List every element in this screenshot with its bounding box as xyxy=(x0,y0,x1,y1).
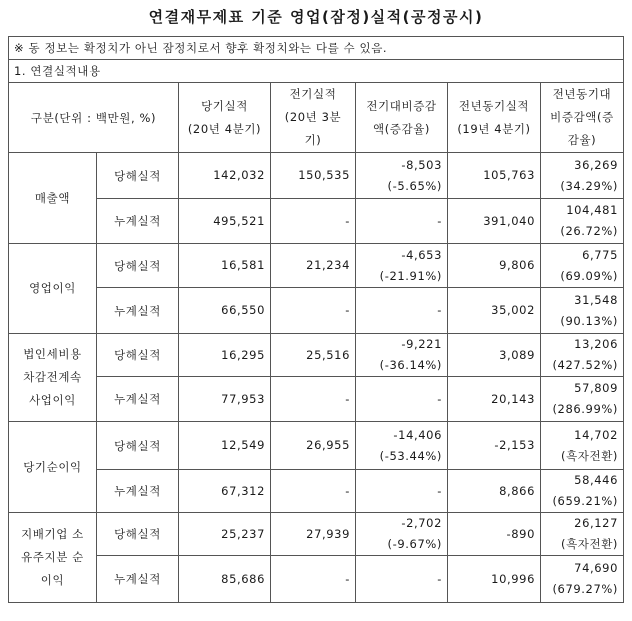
qoq-change: -4,653 (-21.91%) xyxy=(356,244,448,288)
row-type: 누계실적 xyxy=(97,377,179,422)
qoq-change: - xyxy=(356,556,448,603)
previous-value: 26,955 xyxy=(271,422,356,470)
table-row xyxy=(9,244,624,288)
prev-year-value: 10,996 xyxy=(448,556,541,603)
prev-year-value: -2,153 xyxy=(448,422,541,470)
row-type: 당해실적 xyxy=(97,244,179,288)
table-row xyxy=(9,422,624,470)
qoq-change: -8,503 (-5.65%) xyxy=(356,153,448,199)
yoy-change: 36,269 (34.29%) xyxy=(541,153,624,199)
qoq-change: -9,221 (-36.14%) xyxy=(356,334,448,377)
yoy-change: 6,775 (69.09%) xyxy=(541,244,624,288)
table-row xyxy=(9,470,624,513)
row-type: 당해실적 xyxy=(97,334,179,377)
group-label-pretax-income: 법인세비용 차감전계속 사업이익 xyxy=(9,334,97,422)
yoy-change: 57,809 (286.99%) xyxy=(541,377,624,422)
current-value: 67,312 xyxy=(179,470,271,513)
header-previous: 전기실적 (20년 3분 기) xyxy=(271,83,356,153)
qoq-change: - xyxy=(356,377,448,422)
group-label-net-income: 당기순이익 xyxy=(9,422,97,513)
qoq-change: - xyxy=(356,288,448,334)
current-value: 12,549 xyxy=(179,422,271,470)
yoy-change: 13,206 (427.52%) xyxy=(541,334,624,377)
prev-year-value: 9,806 xyxy=(448,244,541,288)
header-prev-year: 전년동기실적 (19년 4분기) xyxy=(448,83,541,153)
header-yoy-change: 전년동기대 비증감액(증 감율) xyxy=(541,83,624,153)
table-row xyxy=(9,288,624,334)
earnings-table xyxy=(8,36,624,603)
previous-value: - xyxy=(271,199,356,244)
table-row xyxy=(9,199,624,244)
yoy-change: 26,127 (흑자전환) xyxy=(541,513,624,556)
table-row xyxy=(9,153,624,199)
prev-year-value: 391,040 xyxy=(448,199,541,244)
prev-year-value: 105,763 xyxy=(448,153,541,199)
prev-year-value: 35,002 xyxy=(448,288,541,334)
yoy-change: 74,690 (679.27%) xyxy=(541,556,624,603)
previous-value: 21,234 xyxy=(271,244,356,288)
row-type: 당해실적 xyxy=(97,422,179,470)
table-row xyxy=(9,334,624,377)
current-value: 25,237 xyxy=(179,513,271,556)
previous-value: - xyxy=(271,377,356,422)
prev-year-value: 3,089 xyxy=(448,334,541,377)
prev-year-value: 20,143 xyxy=(448,377,541,422)
row-type: 누계실적 xyxy=(97,470,179,513)
group-label-operating-profit: 영업이익 xyxy=(9,244,97,334)
qoq-change: -2,702 (-9.67%) xyxy=(356,513,448,556)
row-type: 누계실적 xyxy=(97,556,179,603)
previous-value: - xyxy=(271,556,356,603)
qoq-change: - xyxy=(356,470,448,513)
current-value: 142,032 xyxy=(179,153,271,199)
header-current: 당기실적 (20년 4분기) xyxy=(179,83,271,153)
row-type: 당해실적 xyxy=(97,513,179,556)
previous-value: - xyxy=(271,288,356,334)
document-title: 연결재무제표 기준 영업(잠정)실적(공정공시) xyxy=(148,8,484,26)
header-qoq-change: 전기대비증감 액(증감율) xyxy=(356,83,448,153)
header-row xyxy=(9,83,624,153)
table-row xyxy=(9,556,624,603)
section-title: 1. 연결실적내용 xyxy=(9,60,624,83)
qoq-change: -14,406 (-53.44%) xyxy=(356,422,448,470)
current-value: 77,953 xyxy=(179,377,271,422)
table-row xyxy=(9,377,624,422)
row-type: 당해실적 xyxy=(97,153,179,199)
yoy-change: 104,481 (26.72%) xyxy=(541,199,624,244)
yoy-change: 31,548 (90.13%) xyxy=(541,288,624,334)
previous-value: - xyxy=(271,470,356,513)
yoy-change: 14,702 (흑자전환) xyxy=(541,422,624,470)
previous-value: 25,516 xyxy=(271,334,356,377)
row-type: 누계실적 xyxy=(97,288,179,334)
current-value: 85,686 xyxy=(179,556,271,603)
yoy-change: 58,446 (659.21%) xyxy=(541,470,624,513)
prev-year-value: 8,866 xyxy=(448,470,541,513)
row-type: 누계실적 xyxy=(97,199,179,244)
current-value: 495,521 xyxy=(179,199,271,244)
previous-value: 150,535 xyxy=(271,153,356,199)
current-value: 66,550 xyxy=(179,288,271,334)
prev-year-value: -890 xyxy=(448,513,541,556)
previous-value: 27,939 xyxy=(271,513,356,556)
header-category: 구분(단위 : 백만원, %) xyxy=(9,83,179,153)
group-label-revenue: 매출액 xyxy=(9,153,97,244)
disclaimer-note: ※ 동 정보는 확정치가 아닌 잠정치로서 향후 확정치와는 다를 수 있음. xyxy=(9,37,624,60)
qoq-change: - xyxy=(356,199,448,244)
current-value: 16,581 xyxy=(179,244,271,288)
current-value: 16,295 xyxy=(179,334,271,377)
section-row xyxy=(9,60,624,83)
table-row xyxy=(9,513,624,556)
note-row xyxy=(9,37,624,60)
group-label-controlling-interest: 지배기업 소 유주지분 순 이익 xyxy=(9,513,97,603)
